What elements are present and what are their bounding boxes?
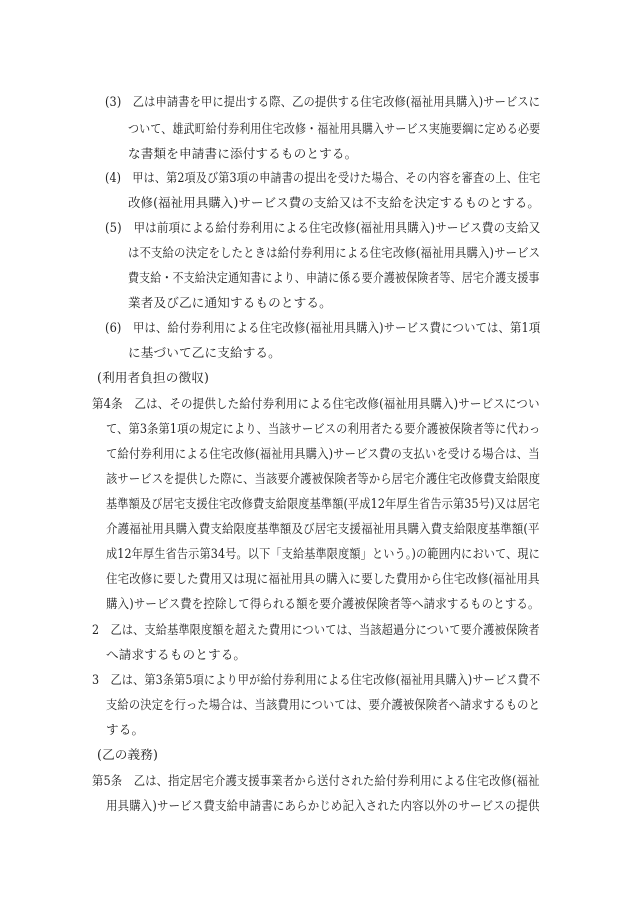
text-line: 3 乙は、第3条第5項により甲が給付券利用による住宅改修(福祉用具購入)サービス費不	[92, 672, 541, 687]
section-heading: (利用者負担の徴収)	[97, 370, 210, 385]
text-line: は不支給の決定をしたときは給付券利用による住宅改修(福祉用具購入)サービス	[128, 245, 541, 260]
section-heading: (乙の義務)	[97, 747, 159, 762]
text-line: 介護福祉用具購入費支給限度基準額及び居宅支援福祉用具購入費支給限度基準額(平	[106, 521, 540, 536]
text-line: (4) 甲は、第2項及び第3項の申請書の提出を受けた場合、その内容を審査の上、住宅	[105, 170, 541, 185]
text-line: 基準額及び居宅支援住宅改修費支給限度基準額(平成12年厚生省告示第35号)又は居宅	[106, 496, 540, 511]
text-line: 費支給・不支給決定通知書により、申請に係る要介護被保険者等、居宅介護支援事	[128, 270, 540, 285]
text-line: 支給の決定を行った場合は、当該費用については、要介護被保険者へ請求するものと	[106, 697, 541, 712]
text-line: な書類を申請書に添付するものとする。	[128, 146, 358, 161]
text-line: 業者及び乙に通知するものとする。	[128, 295, 332, 310]
text-line: 該サービスを提供した際に、当該要介護被保険者等から居宅介護住宅改修費支給限度	[106, 471, 541, 486]
text-line: する。	[106, 722, 145, 737]
text-line: (3) 乙は申請書を甲に提出する際、乙の提供する住宅改修(福祉用具購入)サービスに	[105, 94, 541, 109]
text-line: 成12年厚生省告示第34号。以下「支給基準限度額」という。)の範囲内において、現に	[106, 546, 540, 561]
article-line: 第5条 乙は、指定居宅介護支援事業者から送付された給付券利用による住宅改修(福祉	[92, 773, 540, 788]
text-line: 改修(福祉用具購入)サービス費の支給又は不支給を決定するものとする。	[128, 195, 540, 210]
text-line: に基づいて乙に支給する。	[128, 345, 281, 360]
text-line: 住宅改修に要した費用又は現に福祉用具の購入に要した費用から住宅改修(福祉用具	[106, 571, 540, 586]
text-line: (6) 甲は、給付券利用による住宅改修(福祉用具購入)サービス費については、第1項	[105, 320, 541, 335]
text-line: へ請求するものとする。	[106, 647, 247, 662]
text-line: て給付券利用による住宅改修(福祉用具購入)サービス費の支払いを受ける場合は、当	[106, 446, 540, 461]
text-line: (5) 甲は前項による給付券利用による住宅改修(福祉用具購入)サービス費の支給又	[105, 220, 541, 235]
text-line: ついて、雄武町給付券利用住宅改修・福祉用具購入サービス実施要綱に定める必要	[128, 121, 541, 136]
text-line: 購入)サービス費を控除して得られる額を要介護被保険者等へ請求するものとする。	[106, 596, 540, 611]
article-line: 第4条 乙は、その提供した給付券利用による住宅改修(福祉用具購入)サービスについ	[92, 396, 540, 411]
text-line: 2 乙は、支給基準限度額を超えた費用については、当該超過分について要介護被保険者	[92, 622, 540, 637]
text-line: 用具購入)サービス費支給申請書にあらかじめ記入された内容以外のサービスの提供	[106, 798, 540, 813]
text-line: て、第3条第1項の規定により、当該サービスの利用者たる要介護被保険者等に代わっ	[106, 421, 541, 436]
